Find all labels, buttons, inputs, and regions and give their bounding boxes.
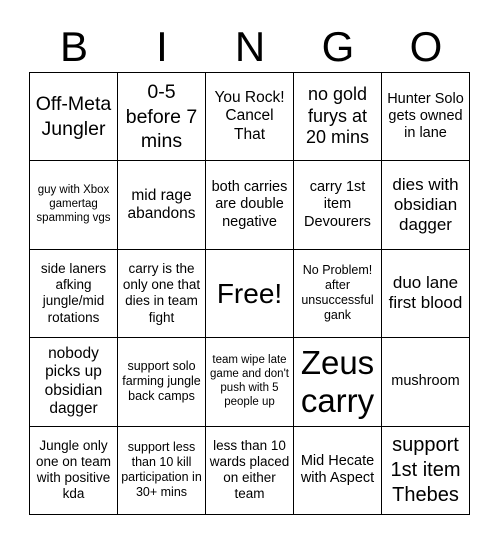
bingo-cell[interactable]: team wipe late game and don't push with 5 people up bbox=[206, 338, 294, 426]
bingo-board bbox=[29, 72, 470, 515]
bingo-cell[interactable]: Zeus carry bbox=[294, 338, 382, 426]
bingo-cell[interactable]: dies with obsidian dagger bbox=[382, 161, 470, 249]
bingo-cell[interactable]: support 1st item Thebes bbox=[382, 427, 470, 515]
bingo-cell[interactable]: carry 1st item Devourers bbox=[294, 161, 382, 249]
bingo-header bbox=[30, 22, 470, 72]
bingo-cell[interactable]: mid rage abandons bbox=[118, 161, 206, 249]
bingo-cell[interactable]: carry is the only one that dies in team fight bbox=[118, 250, 206, 338]
bingo-cell[interactable]: Jungle only one on team with positive kda bbox=[30, 427, 118, 515]
bingo-cell[interactable]: mushroom bbox=[382, 338, 470, 426]
free-space-cell[interactable]: Free! bbox=[206, 250, 294, 338]
bingo-cell[interactable]: less than 10 wards placed on either team bbox=[206, 427, 294, 515]
header-letter-b: B bbox=[59, 23, 88, 70]
header-letter-g: G bbox=[321, 23, 355, 70]
bingo-cell[interactable]: Mid Hecate with Aspect bbox=[294, 427, 382, 515]
bingo-cell[interactable]: Hunter Solo gets owned in lane bbox=[382, 73, 470, 161]
bingo-cell[interactable]: no gold furys at 20 mins bbox=[294, 73, 382, 161]
bingo-cell[interactable]: nobody picks up obsidian dagger bbox=[30, 338, 118, 426]
header-letter-o: O bbox=[409, 23, 443, 70]
bingo-cell[interactable]: support less than 10 kill participation in 30+ mins bbox=[118, 427, 206, 515]
bingo-cell[interactable]: side laners afking jungle/mid rotations bbox=[30, 250, 118, 338]
bingo-cell[interactable]: support solo farming jungle back camps bbox=[118, 338, 206, 426]
bingo-cell[interactable]: Off-Meta Jungler bbox=[30, 73, 118, 161]
bingo-cell[interactable]: No Problem! after unsuccessful gank bbox=[294, 250, 382, 338]
bingo-cell[interactable]: duo lane first blood bbox=[382, 250, 470, 338]
bingo-cell[interactable]: guy with Xbox gamertag spamming vgs bbox=[30, 161, 118, 249]
header-letter-i: I bbox=[156, 23, 168, 70]
bingo-cell[interactable]: You Rock! Cancel That bbox=[206, 73, 294, 161]
bingo-cell[interactable]: both carries are double negative bbox=[206, 161, 294, 249]
bingo-cell[interactable]: 0-5 before 7 mins bbox=[118, 73, 206, 161]
header-letter-n: N bbox=[234, 23, 266, 70]
